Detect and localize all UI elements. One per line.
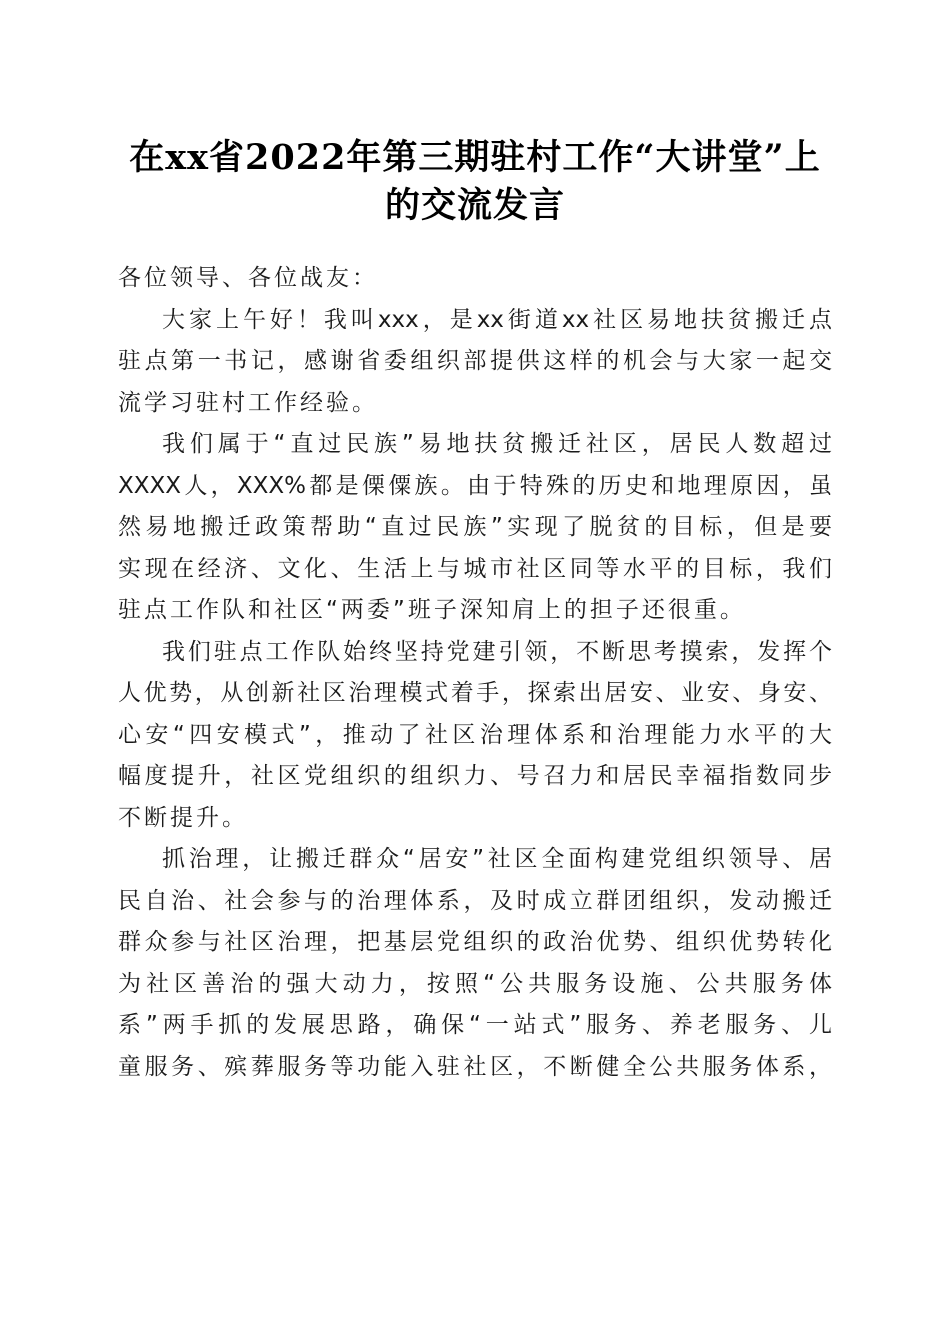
text-line: 群众参与社区治理，把基层党组织的政治优势、组织优势转化	[118, 929, 832, 955]
text-line: 心安“四安模式”，推动了社区治理体系和治理能力水平的大	[118, 721, 832, 748]
text-line: 人优势，从创新社区治理模式着手，探索出居安、业安、身安、	[118, 680, 832, 706]
text-line: 驻点工作队和社区“两委”班子深知肩上的担子还很重。	[118, 597, 746, 623]
document-body	[118, 258, 832, 1088]
text-line: 驻点第一书记，感谢省委组织部提供这样的机会与大家一起交	[118, 348, 832, 374]
text-line: 我们驻点工作队始终坚持党建引领，不断思考摸索，发挥个	[162, 638, 832, 665]
title-line: 在xx省2022年第三期驻村工作“大讲堂”上	[129, 137, 821, 178]
salutation: 各位领导、各位战友：	[118, 265, 378, 291]
text-line: XXXX人，XXX%都是傈僳族。由于特殊的历史和地理原因，虽	[118, 472, 832, 499]
paragraph	[118, 300, 832, 425]
text-line: 大家上午好！我叫xxx，是xx街道xx社区易地扶贫搬迁点	[162, 306, 832, 333]
title-line: 的交流发言	[384, 185, 565, 226]
text-line: 流学习驻村工作经验。	[118, 389, 378, 416]
text-line: 系”两手抓的发展思路，确保“一站式”服务、养老服务、儿	[118, 1012, 832, 1038]
text-line: 幅度提升，社区党组织的组织力、号召力和居民幸福指数同步	[118, 763, 832, 789]
text-line: 民自治、社会参与的治理体系，及时成立群团组织，发动搬迁	[118, 887, 832, 914]
paragraph	[118, 424, 832, 632]
text-line: 然易地搬迁政策帮助“直过民族”实现了脱贫的目标，但是要	[118, 514, 832, 540]
text-line: 不断提升。	[118, 804, 248, 831]
paragraph	[118, 632, 832, 840]
text-line: 童服务、殡葬服务等功能入驻社区，不断健全公共服务体系，	[118, 1053, 832, 1080]
text-line: 为社区善治的强大动力，按照“公共服务设施、公共服务体	[118, 970, 832, 997]
paragraph	[118, 839, 832, 1088]
text-line: 实现在经济、文化、生活上与城市社区同等水平的目标，我们	[118, 555, 832, 582]
document-title	[100, 134, 850, 230]
text-line: 抓治理，让搬迁群众“居安”社区全面构建党组织领导、居	[162, 846, 832, 872]
text-line: 我们属于“直过民族”易地扶贫搬迁社区，居民人数超过	[162, 431, 832, 457]
